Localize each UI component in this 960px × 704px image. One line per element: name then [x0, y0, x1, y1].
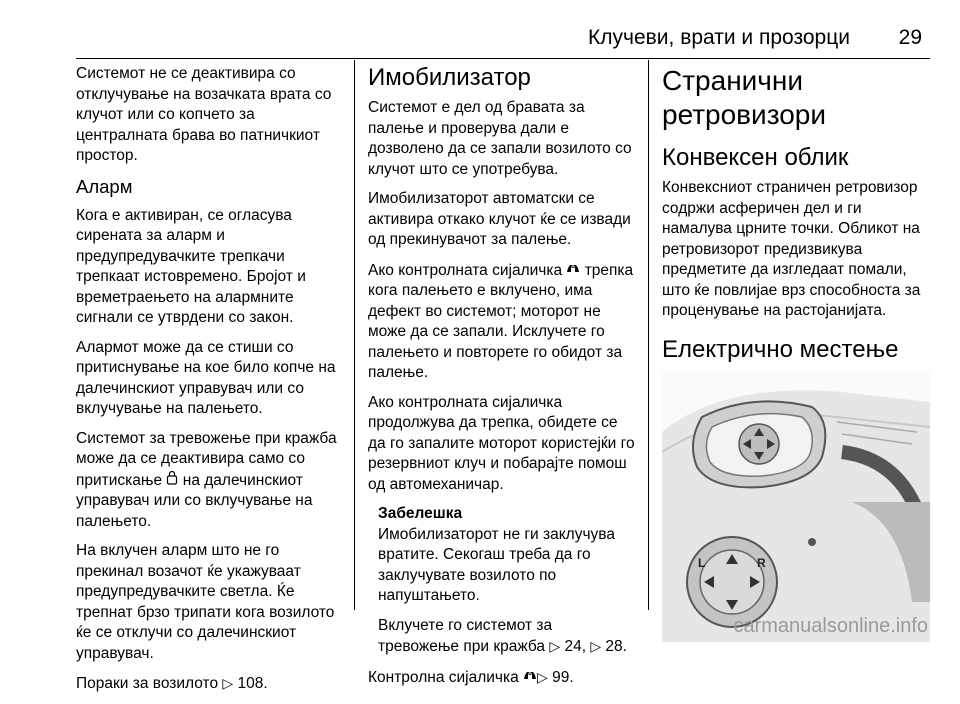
paragraph: Ако контролната сијаличка продолжува да трепка, обидете се да го запалите моторот користејќи го резервниот клуч и побарајте помош од автомеханичар.: [368, 393, 635, 493]
triangle-arrow-icon: ▷: [549, 638, 561, 654]
label-right: R: [757, 555, 766, 570]
car-lock-icon: [523, 667, 537, 688]
header-title: Клучеви, врати и прозорци: [588, 26, 850, 49]
section-heading-immobilizer: Имобилизатор: [368, 64, 531, 91]
paragraph: На вклучен аларм што не го прекинал возачот ќе укажуваат предупредувачките светла. Ќе трепнат брзо трипати кога возилото ќе се отклучи со далечинскиот управувач.: [76, 542, 335, 662]
car-lock-icon: [566, 260, 580, 281]
subsection-heading-electric: Електрично местење: [662, 335, 899, 363]
paragraph: Системот за тревожење при кражба може да се деактивира само со притискање на далечинскиот управувач или со вклучување на палењето.: [76, 429, 337, 530]
watermark: carmanualsonline.info: [733, 615, 928, 637]
label-left: L: [698, 555, 706, 570]
paragraph: Системот е дел од бравата за палење и проверува дали е дозволено да се запали возилото со клучот што се употребува.: [368, 99, 632, 178]
column-divider-2: [648, 60, 649, 610]
note-paragraph: Вклучете го системот за тревожење при кражба ▷ 24, ▷ 28.: [378, 616, 627, 655]
padlock-icon: [166, 470, 178, 491]
paragraph: Алармот може да се стиши со притиснување на кое било копче на далечинскиот управувач или со вклучување на палењето.: [76, 338, 336, 417]
mirror-control-illustration: [662, 372, 930, 642]
paragraph: Пораки за возилото ▷ 108.: [76, 675, 268, 692]
subsection-heading-convex: Конвексен облик: [662, 144, 849, 171]
note-box: [378, 504, 636, 658]
note-title: Забелешка: [378, 505, 463, 522]
paragraph: Имобилизаторот автоматски се активира откако клучот ќе се извади од прекинувачот за палење.: [368, 190, 631, 248]
page-header: [0, 0, 960, 60]
mirror-illustration-svg: [662, 372, 930, 642]
page-number: 29: [898, 26, 922, 49]
paragraph: Системот не се деактивира со отклучување на возачката врата со клучот или со копчето за централната брава во патничкиот простор.: [76, 65, 332, 164]
paragraph: Контролна сијаличка ▷ 99.: [368, 668, 574, 686]
column-divider-1: [354, 60, 355, 610]
note-paragraph: Имобилизаторот не ги заклучува вратите. Секогаш треба да го заклучувате возилото по напуштањето.: [378, 525, 615, 604]
column-2: [368, 64, 636, 697]
triangle-arrow-icon: ▷: [590, 638, 602, 654]
paragraph: Ако контролната сијаличка трепка кога палењето е вклучено, има дефект во системот; моторот не може да се запали. Исклучете го палењето и повторете го обидот за палење.: [368, 261, 634, 381]
section-heading-alarm: Аларм: [76, 175, 133, 197]
paragraph: Конвексниот страничен ретровизор содржи асферичен дел и ги намалува црните точки. Обликот на ретровизорот предизвикува предметите да изгледаат помали, што ќе повлијае врз способноста за проценување на растојанијата.: [662, 179, 921, 319]
paragraph: Кога е активиран, се огласува сирената за аларм и предупредувачките трепкачи трепкаат истовремено. Бројот и времетраењето на алармните сигнали се утврдени со закон.: [76, 206, 306, 326]
section-heading-mirrors: Странични ретровизори: [662, 65, 827, 130]
triangle-arrow-icon: ▷: [222, 675, 234, 691]
column-1: [76, 64, 344, 704]
header-rule: [76, 58, 930, 59]
column-3: [662, 64, 930, 642]
triangle-arrow-icon: ▷: [537, 668, 548, 685]
